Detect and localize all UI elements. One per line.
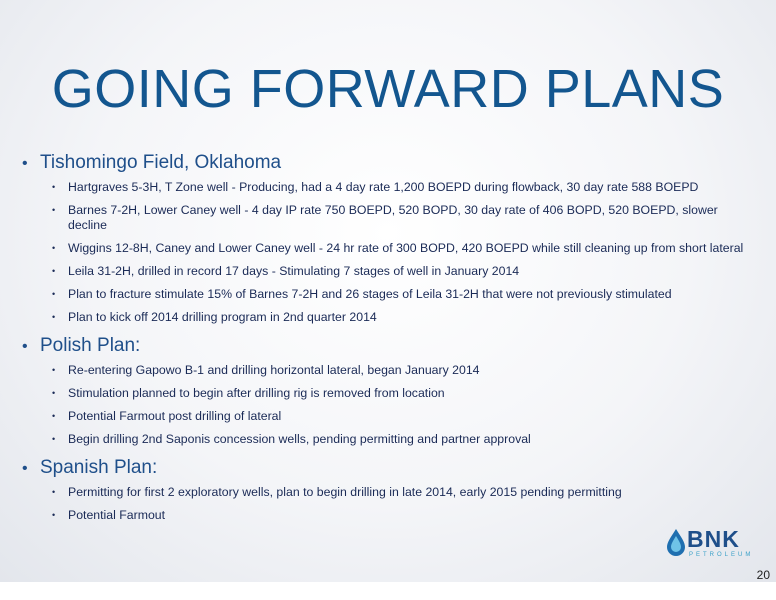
list-item: • Begin drilling 2nd Saponis concession wells, pending permitting and partner approval <box>52 432 531 446</box>
bnk-logo <box>665 526 765 566</box>
footer <box>0 568 776 600</box>
bullet-list <box>22 485 756 523</box>
bullet-icon: • <box>52 243 56 253</box>
bullet-icon: • <box>52 510 56 520</box>
list-item: • Plan to kick off 2014 drilling program in 2nd quarter 2014 <box>52 310 377 324</box>
list-item: • Permitting for first 2 exploratory wells, plan to begin drilling in late 2014, early 2015 pending permitting <box>52 485 622 499</box>
bullet-icon: • <box>52 411 56 421</box>
bullet-icon: • <box>52 266 56 276</box>
bullet-icon: • <box>52 388 56 398</box>
section-heading: Tishomingo Field, Oklahoma <box>40 152 282 173</box>
bullet-icon: • <box>52 487 56 497</box>
bullet-icon: • <box>52 312 56 322</box>
section-polish <box>22 335 756 447</box>
slide-title: GOING FORWARD PLANS <box>51 59 725 119</box>
list-item: • Plan to fracture stimulate 15% of Barnes 7-2H and 26 stages of Leila 31-2H that were not previously stimulated <box>52 287 672 301</box>
list-item: • Re-entering Gapowo B-1 and drilling horizontal lateral, began January 2014 <box>52 363 480 377</box>
slide-content <box>22 152 756 533</box>
logo-subtitle: PETROLEUM <box>689 552 754 558</box>
bullet-icon: • <box>52 289 56 299</box>
page-number: 20 <box>756 568 770 582</box>
bullet-icon: • <box>52 182 56 192</box>
list-item: • Potential Farmout post drilling of lateral <box>52 409 282 423</box>
bullet-icon: • <box>52 434 56 444</box>
list-item: • Wiggins 12-8H, Caney and Lower Caney well - 24 hr rate of 300 BOPD, 420 BOEPD while still cleaning up from short lateral <box>52 241 744 255</box>
bullet-list <box>22 363 756 447</box>
water-drop-icon <box>665 528 687 558</box>
section-heading: Polish Plan: <box>40 335 141 356</box>
bullet-icon: • <box>52 365 56 375</box>
section-tishomingo <box>22 152 756 325</box>
list-item: • Stimulation planned to begin after drilling rig is removed from location <box>52 386 445 400</box>
bullet-icon: • <box>22 460 28 477</box>
bullet-icon: • <box>22 338 28 355</box>
list-item: • Hartgraves 5-3H, T Zone well - Producing, had a 4 day rate 1,200 BOEPD during flowback, 30 day rate 588 BOEPD <box>52 180 699 194</box>
list-item: • Leila 31-2H, drilled in record 17 days - Stimulating 7 stages of well in January 2014 <box>52 264 520 278</box>
list-item: • Potential Farmout <box>52 508 166 522</box>
section-spanish <box>22 457 756 523</box>
section-heading: Spanish Plan: <box>40 457 158 478</box>
logo-name: BNK <box>687 526 740 552</box>
bullet-list <box>22 180 756 325</box>
bullet-icon: • <box>22 155 28 172</box>
list-item: • Barnes 7-2H, Lower Caney well - 4 day IP rate 750 BOEPD, 520 BOPD, 30 day rate of 406 BOPD, 520 BOEPD, slower decline <box>52 203 718 232</box>
bullet-icon: • <box>52 205 56 215</box>
